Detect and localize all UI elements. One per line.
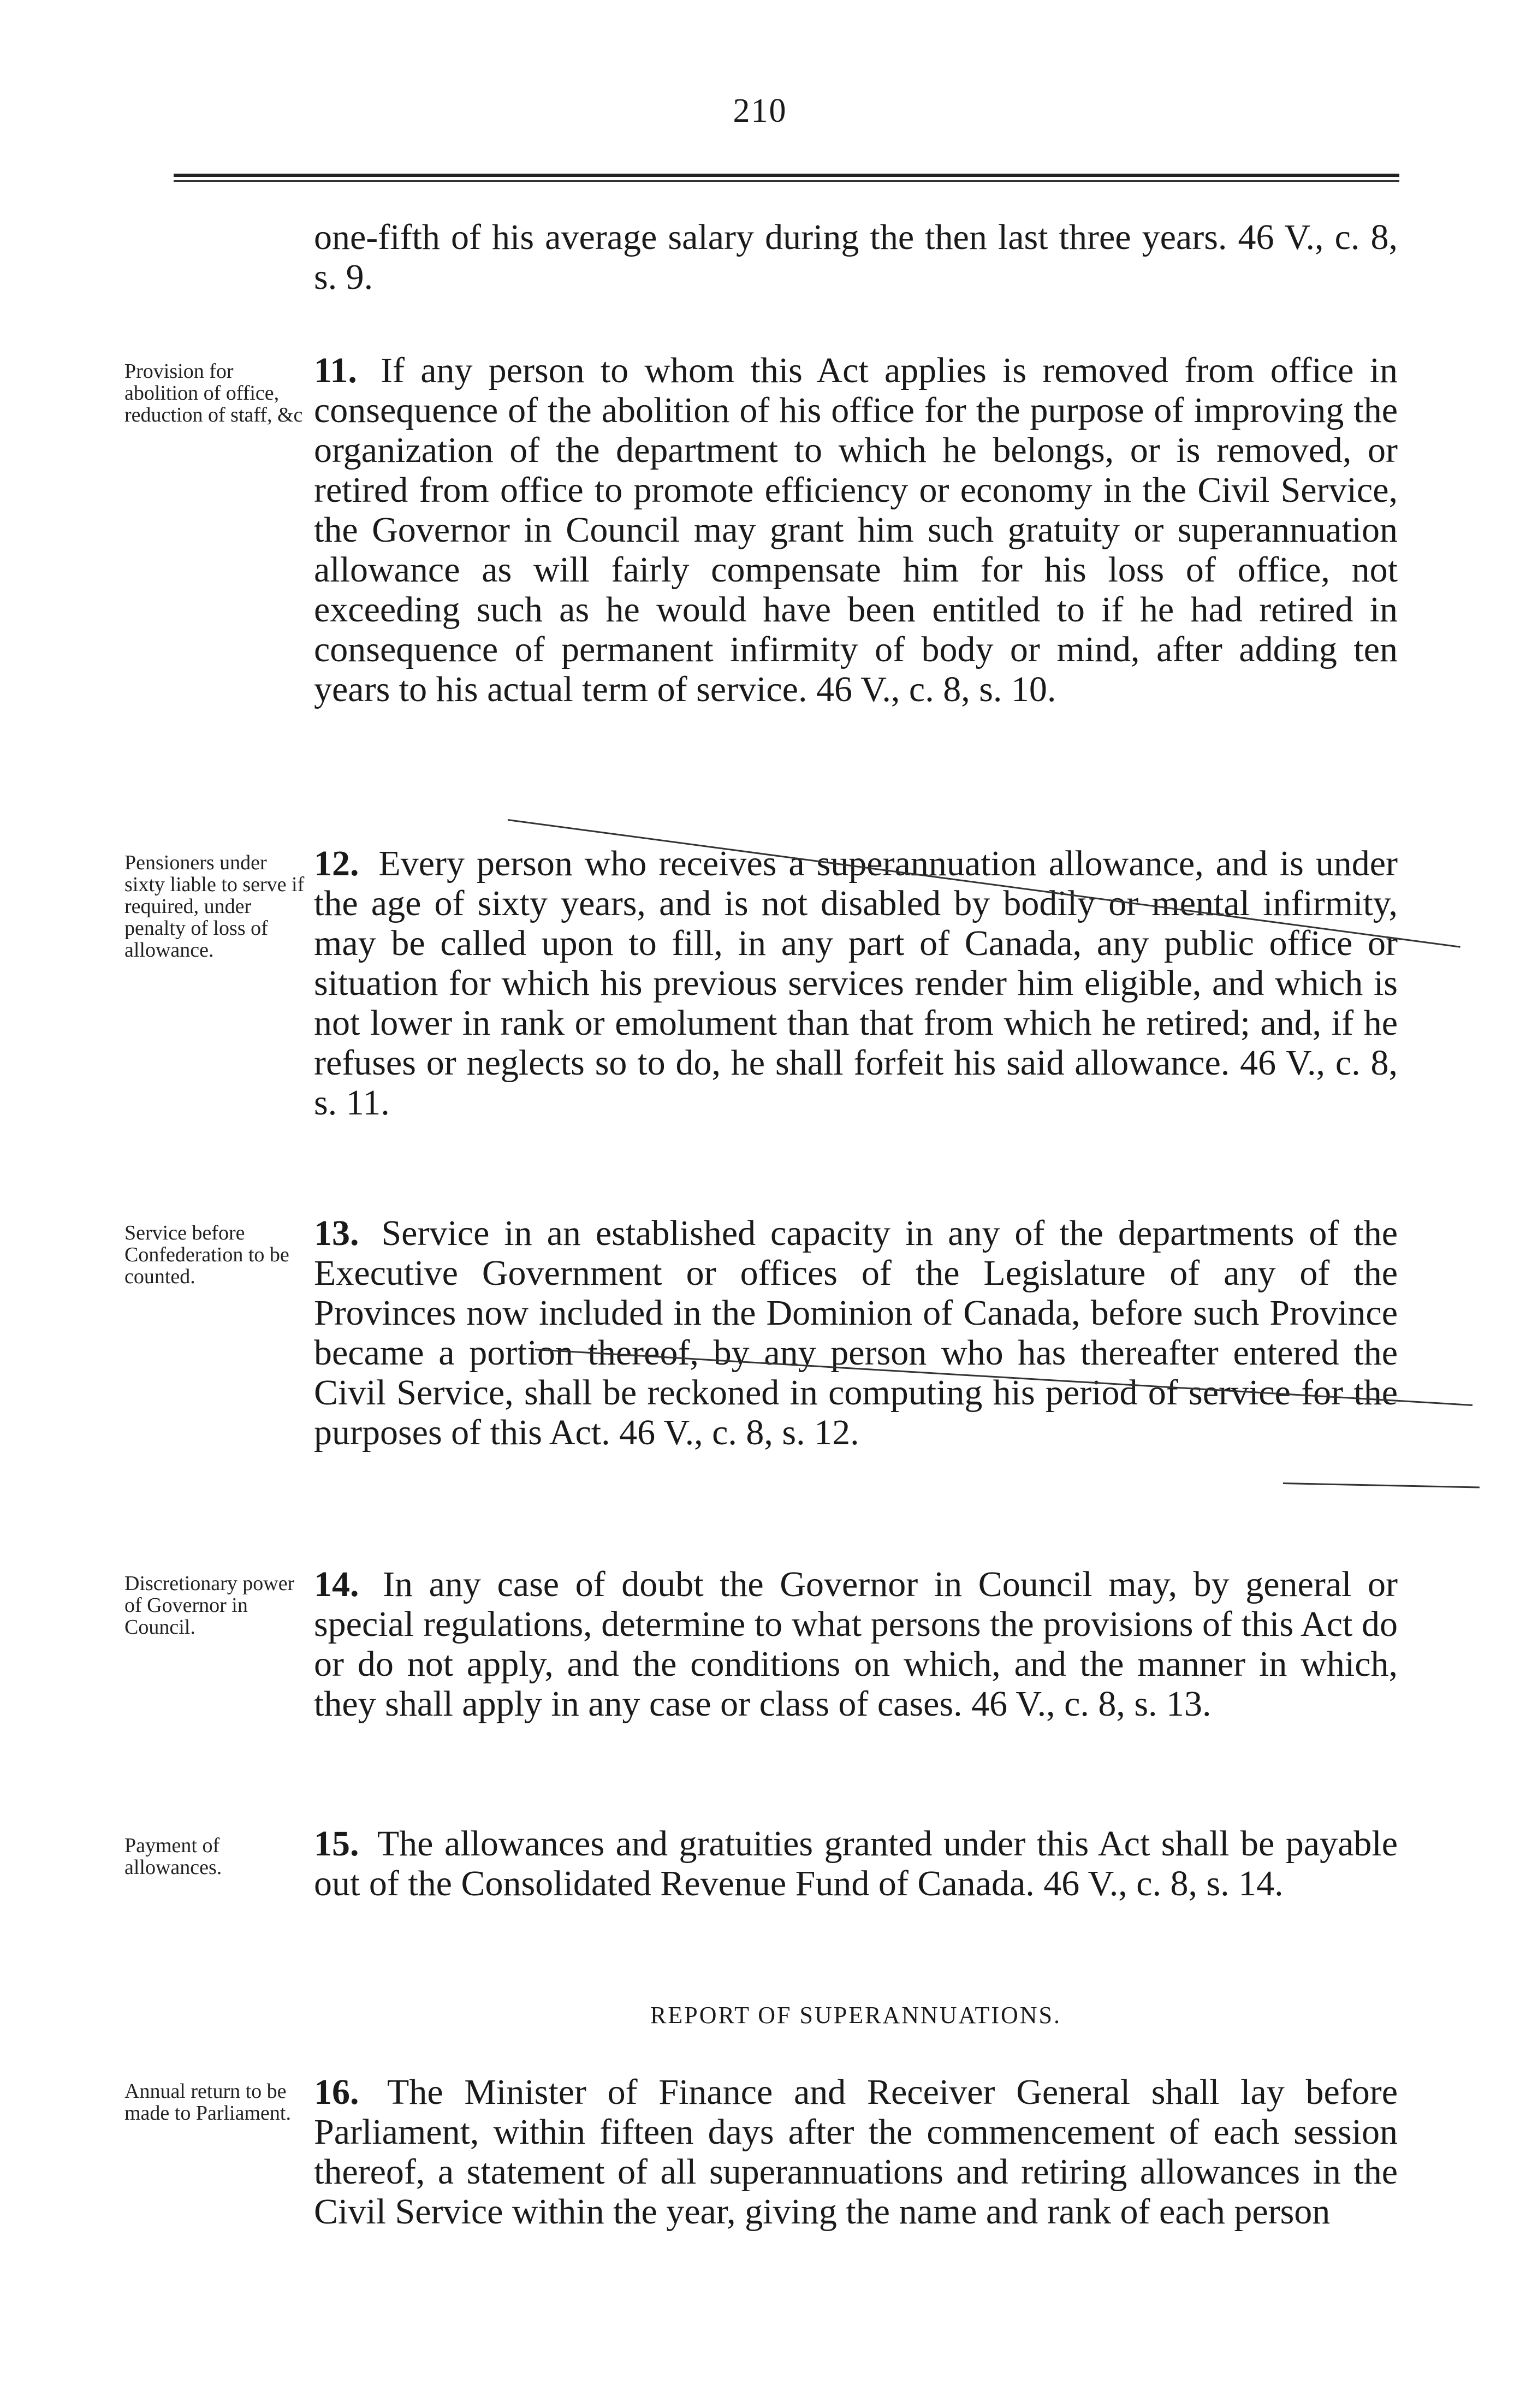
section-13 — [314, 1213, 1398, 1452]
page-number: 210 — [733, 92, 787, 129]
section-number: 16. — [314, 2072, 359, 2112]
header-rule-thin — [174, 180, 1399, 182]
margin-note-14: Discretionary power of Governor in Council. — [124, 1572, 295, 1639]
section-14 — [314, 1564, 1398, 1724]
section-number: 12. — [314, 844, 359, 883]
section-text: The allowances and gratuities granted under this Act shall be payable out of the Consolidated Revenue Fund of Canada. 46 V., c. 8, s. 14. — [314, 1824, 1398, 1903]
section-12 — [314, 844, 1398, 1123]
section-text: Service in an established capacity in any of the departments of the Executive Government or offices of the Legislature of any of the Provinces now included in the Dominion of Canada, before such Province became a portion thereof, by any person who has thereafter entered the Civil Service, shall be reckoned in computing his period of service for the purposes of this Act. 46 V., c. 8, s. 12. — [314, 1213, 1398, 1452]
section-text: The Minister of Finance and Receiver General shall lay before Parliament, within fifteen days after the commencement of each session thereof, a statement of all superannuations and retiring allowances in the Civil Service within the year, giving the name and rank of each person — [314, 2072, 1398, 2232]
section-text: If any person to whom this Act applies is removed from office in consequence of the abolition of his office for the purpose of improving the organization of the department to which he belongs, or is removed, or retired from office to promote efficiency or economy in the Civil Service, the Governor in Council may grant him such gratuity or superannuation allowance as will fairly compensate him for his loss of office, not exceeding such as he would have been entitled to if he had retired in consequence of permanent infirmity of body or mind, after adding ten years to his actual term of service. 46 V., c. 8, s. 10. — [314, 351, 1398, 709]
margin-note-16: Annual return to be made to Parliament. — [124, 2080, 291, 2125]
section-11 — [314, 351, 1398, 709]
header-rule — [174, 174, 1399, 177]
section-heading: REPORT OF SUPERANNUATIONS. — [650, 2002, 1061, 2029]
section-text: Every person who receives a superannuation allowance, and is under the age of sixty years, and is not disabled by bodily or mental infirmity, may be called upon to fill, in any part of Canada, any public office or situation for which his previous services render him eligible, and which is not lower in rank or emolument than that from which he retired; and, if he refuses or neglects so to do, he shall forfeit his said allowance. 46 V., c. 8, s. 11. — [314, 844, 1398, 1123]
section-text: In any case of doubt the Governor in Council may, by general or special regulations, determine to what persons the provisions of this Act do or do not apply, and the conditions on which, and the manner in which, they shall apply in any case or class of cases. 46 V., c. 8, s. 13. — [314, 1564, 1398, 1724]
section-number: 13. — [314, 1213, 359, 1253]
margin-note-12: Pensioners under sixty liable to serve if required, under penalty of loss of allowance. — [124, 851, 305, 962]
section-number: 11. — [314, 351, 357, 390]
intro-paragraph: one-fifth of his average salary during the then last three years. 46 V., c. 8, s. 9. — [314, 217, 1398, 297]
pen-stroke — [1283, 1482, 1480, 1488]
section-number: 15. — [314, 1824, 359, 1864]
margin-note-15: Payment of allowances. — [124, 1834, 222, 1879]
margin-note-13: Service before Confederation to be counted. — [124, 1221, 289, 1288]
section-number: 14. — [314, 1564, 359, 1604]
margin-note-11: Provision for abolition of office, reduction of staff, &c — [124, 360, 303, 426]
section-16 — [314, 2072, 1398, 2232]
section-15 — [314, 1824, 1398, 1903]
